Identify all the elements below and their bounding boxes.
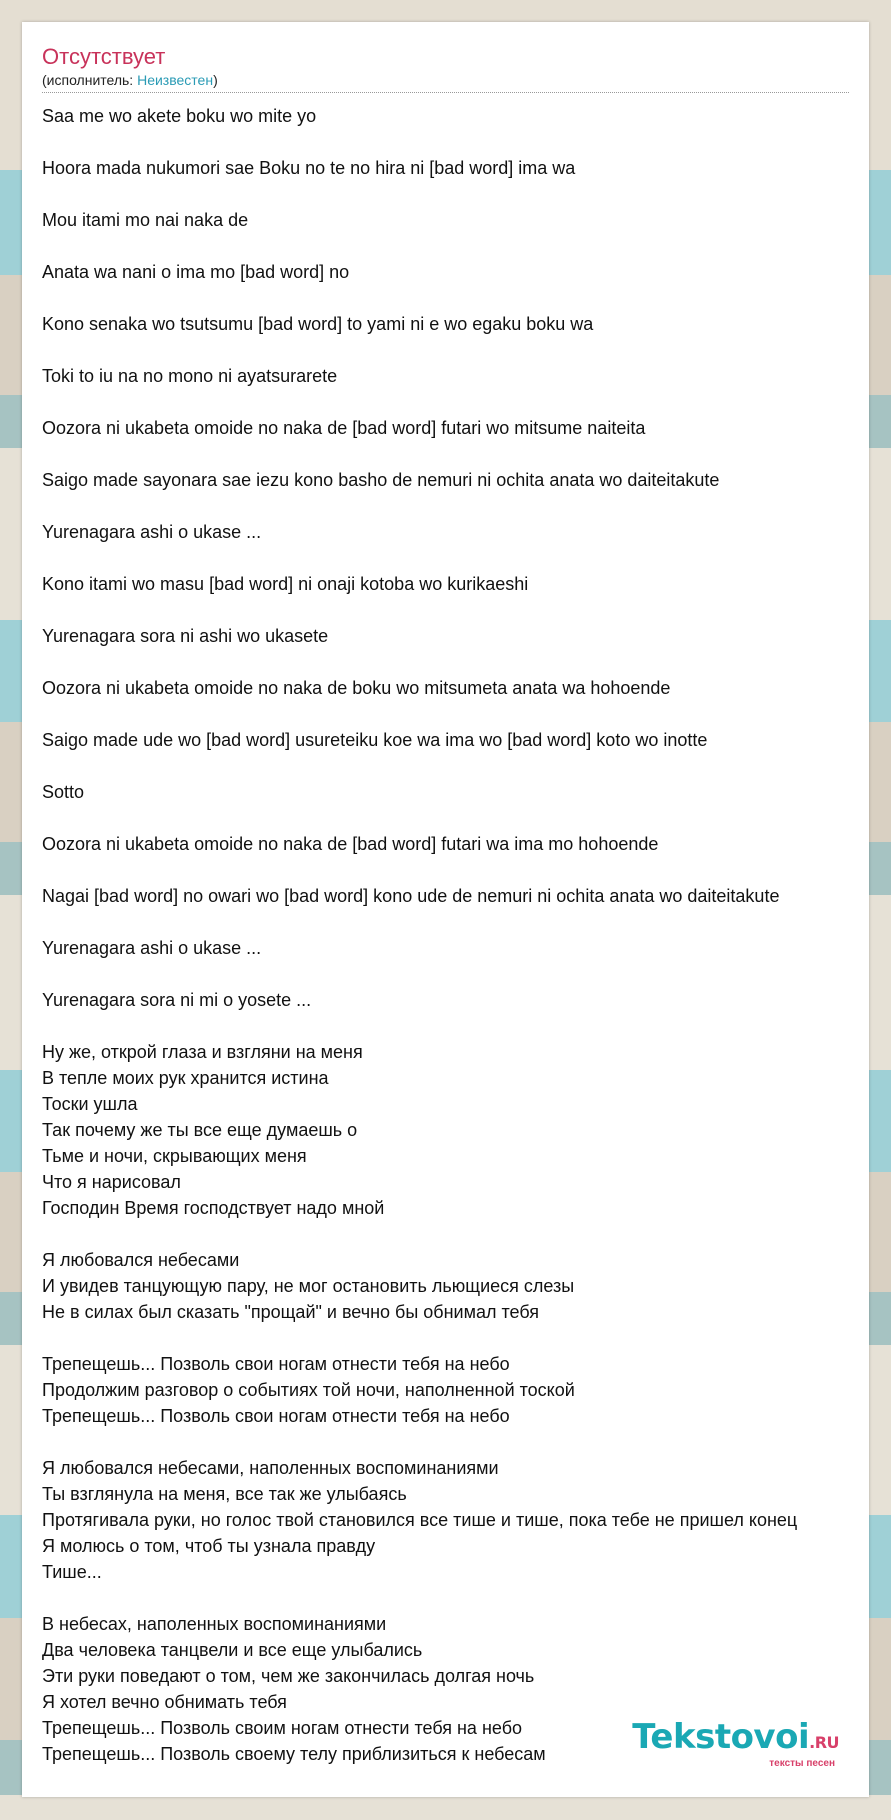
- logo-wordmark: [632, 1717, 839, 1760]
- lyric-line: Hoora mada nukumori sae Boku no te no hira ni [bad word] ima wa: [42, 158, 576, 178]
- lyric-line: Тоски ушла: [42, 1094, 138, 1114]
- byline-prefix: (исполнитель:: [42, 72, 138, 88]
- lyric-line: Тьме и ночи, скрывающих меня: [42, 1146, 307, 1166]
- lyric-line: Saa me wo akete boku wo mite yo: [42, 106, 317, 126]
- song-title: Отсутствует: [42, 44, 166, 69]
- lyric-line: Господин Время господствует надо мной: [42, 1198, 385, 1218]
- lyrics-page: [22, 22, 869, 1797]
- lyric-line: В небесах, наполенных воспоминаниями: [42, 1614, 387, 1634]
- logo-name: Tekstovoi: [632, 1717, 810, 1757]
- translation-stanza: [42, 1039, 869, 1221]
- lyric-line: Oozora ni ukabeta omoide no naka de [bad word] futari wa ima mo hohoende: [42, 834, 659, 854]
- lyric-line: Saigo made ude wo [bad word] usureteiku koe wa ima wo [bad word] koto wo inotte: [42, 730, 708, 750]
- lyric-line: Трепещешь... Позволь свои ногам отнести тебя на небо: [42, 1406, 510, 1426]
- lyric-line: Я любовался небесами, наполенных воспоминаниями: [42, 1458, 499, 1478]
- lyric-line: Saigo made sayonara sae iezu kono basho de nemuri ni ochita anata wo daiteitakute: [42, 470, 720, 490]
- lyric-line: Yurenagara sora ni ashi wo ukasete: [42, 626, 329, 646]
- lyric-line: Два человека танцвели и все еще улыбались: [42, 1640, 423, 1660]
- lyric-line: Mou itami mo nai naka de: [42, 210, 249, 230]
- lyric-line: Что я нарисовал: [42, 1172, 181, 1192]
- lyric-line: Так почему же ты все еще думаешь о: [42, 1120, 358, 1140]
- lyric-line: Эти руки поведают о том, чем же закончилась долгая ночь: [42, 1666, 535, 1686]
- logo-tld: .RU: [809, 1733, 839, 1752]
- lyric-line: Toki to iu na no mono ni ayatsurarete: [42, 366, 338, 386]
- lyric-line: Я хотел вечно обнимать тебя: [42, 1692, 287, 1712]
- lyric-line: Anata wa nani o ima mo [bad word] no: [42, 262, 350, 282]
- lyric-line: Oozora ni ukabeta omoide no naka de boku wo mitsumeta anata wa hohoende: [42, 678, 671, 698]
- translation-stanza: [42, 1247, 869, 1325]
- lyric-line: Не в силах был сказать "прощай" и вечно бы обнимал тебя: [42, 1302, 540, 1322]
- artist-link[interactable]: Неизвестен: [137, 72, 214, 88]
- lyric-line: Ты взглянула на меня, все так же улыбаясь: [42, 1484, 407, 1504]
- lyric-line: Kono senaka wo tsutsumu [bad word] to yami ni e wo egaku boku wa: [42, 314, 594, 334]
- artist-byline: [42, 72, 218, 88]
- lyric-line: Продолжим разговор о событиях той ночи, наполненной тоской: [42, 1380, 575, 1400]
- lyric-line: И увидев танцующую пару, не мог остановить льющиеся слезы: [42, 1276, 575, 1296]
- site-logo[interactable]: [632, 1717, 839, 1769]
- lyric-line: Kono itami wo masu [bad word] ni onaji kotoba wo kurikaeshi: [42, 574, 529, 594]
- lyric-line: Трепещешь... Позволь своему телу приблизиться к небесам: [42, 1744, 546, 1764]
- lyric-line: Yurenagara sora ni mi o yosete ...: [42, 990, 312, 1010]
- lyric-line: Oozora ni ukabeta omoide no naka de [bad word] futari wo mitsume naiteita: [42, 418, 646, 438]
- logo-tagline: тексты песен: [769, 1758, 835, 1769]
- title-divider: [42, 92, 849, 93]
- lyric-line: Ну же, открой глаза и взгляни на меня: [42, 1042, 363, 1062]
- lyric-line: Я молюсь о том, чтоб ты узнала правду: [42, 1536, 376, 1556]
- lyric-line: Тише...: [42, 1562, 102, 1582]
- lyric-line: Yurenagara ashi o ukase ...: [42, 938, 262, 958]
- lyric-line: Трепещешь... Позволь свои ногам отнести тебя на небо: [42, 1354, 510, 1374]
- byline-suffix: ): [213, 72, 218, 88]
- translation-stanza: [42, 1351, 869, 1429]
- translation-stanza: [42, 1455, 869, 1585]
- lyric-line: Yurenagara ashi o ukase ...: [42, 522, 262, 542]
- lyric-line: Sotto: [42, 782, 85, 802]
- lyric-line: Я любовался небесами: [42, 1250, 240, 1270]
- lyrics-text: [42, 103, 869, 1793]
- lyric-line: Nagai [bad word] no owari wo [bad word] kono ude de nemuri ni ochita anata wo daiteitakute: [42, 886, 780, 906]
- lyric-line: Трепещешь... Позволь своим ногам отнести тебя на небо: [42, 1718, 523, 1738]
- lyric-line: Протягивала руки, но голос твой становился все тише и тише, пока тебе не пришел конец: [42, 1510, 798, 1530]
- lyric-line: В тепле моих рук хранится истина: [42, 1068, 329, 1088]
